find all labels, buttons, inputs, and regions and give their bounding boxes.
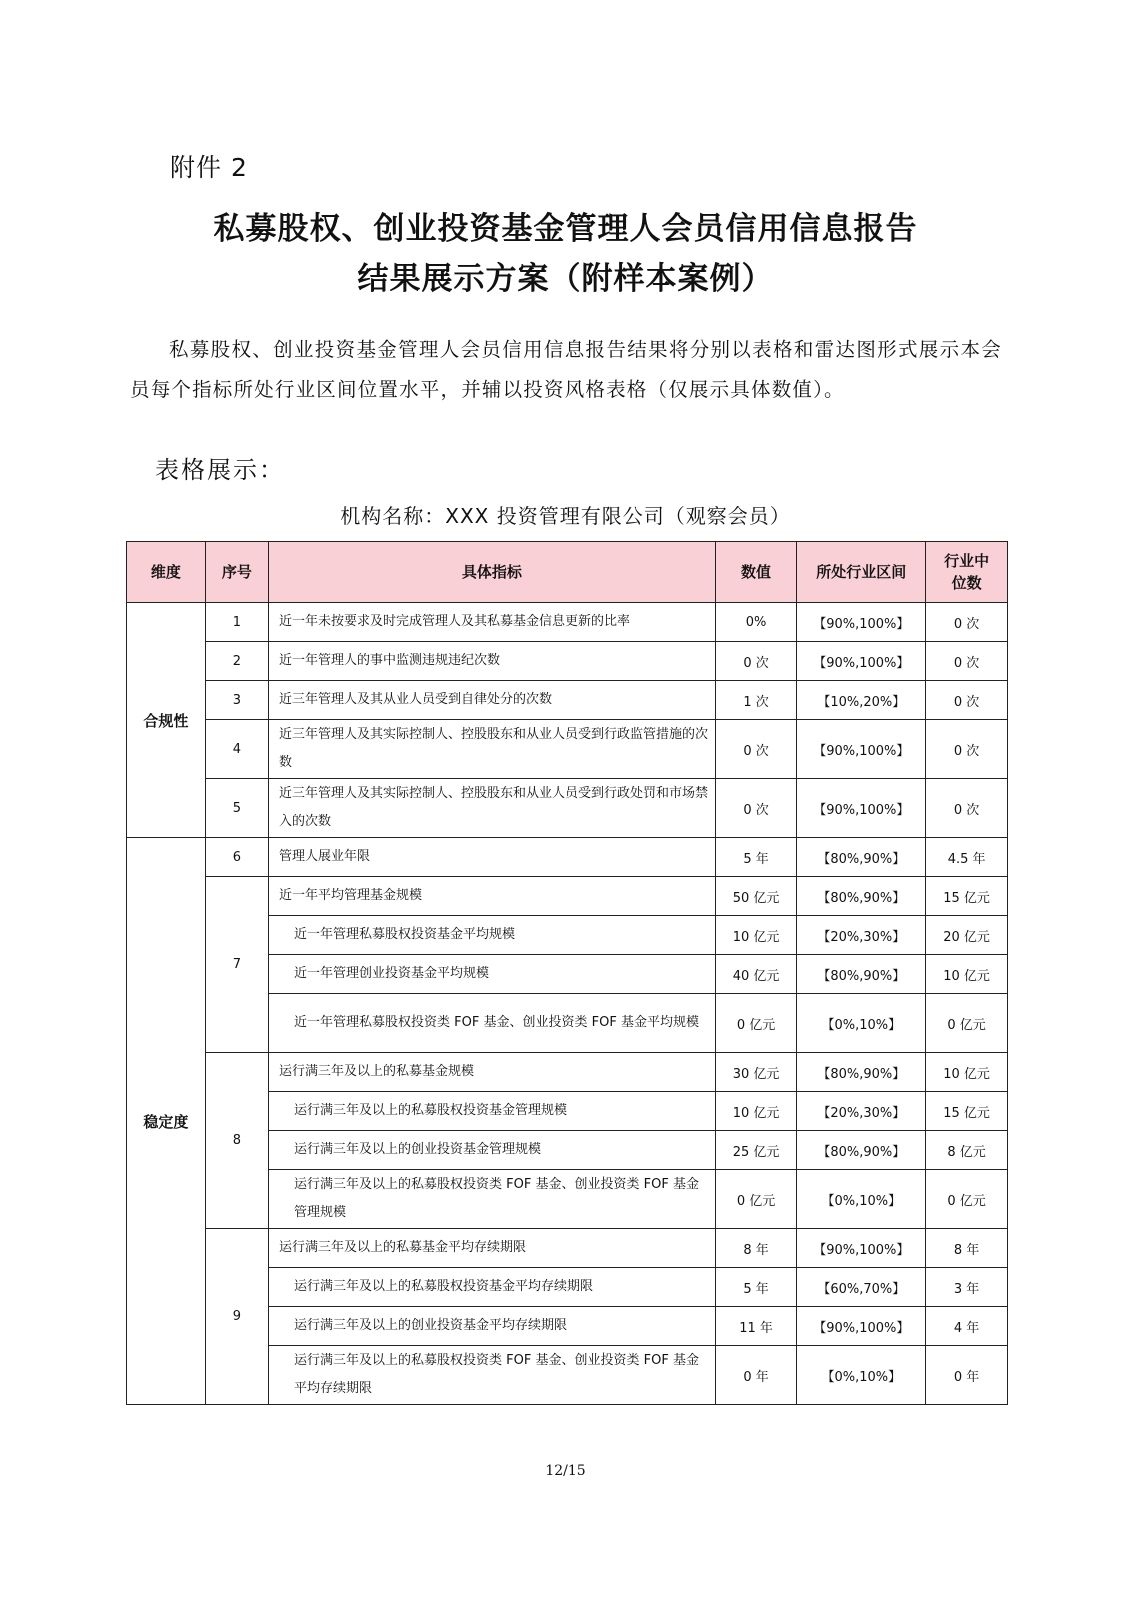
median-cell: 15 亿元 [926,877,1008,916]
annex-label: 附件 2 [170,153,248,182]
value-cell: 0 亿元 [715,994,797,1053]
range-cell: 【90%,100%】 [797,720,926,779]
range-cell: 【10%,20%】 [797,681,926,720]
range-cell: 【80%,90%】 [797,877,926,916]
indicator-cell: 近三年管理人及其实际控制人、控股股东和从业人员受到行政监管措施的次数 [269,720,716,779]
indicator-cell: 近一年管理创业投资基金平均规模 [269,955,716,994]
table-row [127,720,1008,779]
indicator-cell: 运行满三年及以上的创业投资基金平均存续期限 [269,1307,716,1346]
median-cell: 4.5 年 [926,838,1008,877]
table-row [127,877,1008,916]
value-cell: 1 次 [715,681,797,720]
range-cell: 【90%,100%】 [797,779,926,838]
value-cell: 0 年 [715,1346,797,1405]
indicator-cell: 运行满三年及以上的私募基金平均存续期限 [269,1229,716,1268]
table-row [127,603,1008,642]
indicator-cell: 运行满三年及以上的私募股权投资基金管理规模 [269,1092,716,1131]
dimension-stability: 稳定度 [127,838,206,1405]
indicator-cell: 运行满三年及以上的私募股权投资类 FOF 基金、创业投资类 FOF 基金管理规模 [269,1170,716,1229]
seq-cell: 1 [205,603,268,642]
range-cell: 【20%,30%】 [797,1092,926,1131]
indicator-cell: 近一年未按要求及时完成管理人及其私募基金信息更新的比率 [269,603,716,642]
median-cell: 0 亿元 [926,994,1008,1053]
range-cell: 【80%,90%】 [797,838,926,877]
value-cell: 10 亿元 [715,916,797,955]
range-cell: 【90%,100%】 [797,1307,926,1346]
dimension-compliance: 合规性 [127,603,206,838]
seq-cell: 9 [205,1229,268,1405]
median-cell: 8 年 [926,1229,1008,1268]
range-cell: 【60%,70%】 [797,1268,926,1307]
section-title: 表格展示： [155,456,285,484]
value-cell: 11 年 [715,1307,797,1346]
indicator-cell: 近三年管理人及其实际控制人、控股股东和从业人员受到行政处罚和市场禁入的次数 [269,779,716,838]
median-cell: 0 次 [926,720,1008,779]
header-value: 数值 [715,542,797,603]
indicator-cell: 运行满三年及以上的私募基金规模 [269,1053,716,1092]
median-cell: 0 次 [926,681,1008,720]
seq-cell: 5 [205,779,268,838]
table-header-row [127,542,1008,603]
header-dimension: 维度 [127,542,206,603]
table-row [127,1229,1008,1268]
range-cell: 【90%,100%】 [797,603,926,642]
range-cell: 【90%,100%】 [797,642,926,681]
indicator-cell: 运行满三年及以上的私募股权投资类 FOF 基金、创业投资类 FOF 基金平均存续期限 [269,1346,716,1405]
median-cell: 0 次 [926,603,1008,642]
seq-cell: 2 [205,642,268,681]
median-cell: 8 亿元 [926,1131,1008,1170]
page-number: 12/15 [545,1463,586,1479]
intro-paragraph: 私募股权、创业投资基金管理人会员信用信息报告结果将分别以表格和雷达图形式展示本会员每个指标所处行业区间位置水平，并辅以投资风格表格（仅展示具体数值）。 [130,338,1002,401]
indicator-cell: 近一年平均管理基金规模 [269,877,716,916]
range-cell: 【90%,100%】 [797,1229,926,1268]
indicator-cell: 近一年管理私募股权投资类 FOF 基金、创业投资类 FOF 基金平均规模 [269,994,716,1053]
table-row [127,779,1008,838]
median-cell: 0 次 [926,642,1008,681]
median-cell: 20 亿元 [926,916,1008,955]
table-row [127,642,1008,681]
range-cell: 【80%,90%】 [797,1131,926,1170]
organization-name: 机构名称：XXX 投资管理有限公司（观察会员） [340,504,791,528]
header-seq: 序号 [205,542,268,603]
table-row [127,838,1008,877]
seq-cell: 6 [205,838,268,877]
header-range: 所处行业区间 [797,542,926,603]
header-indicator: 具体指标 [269,542,716,603]
value-cell: 0 亿元 [715,1170,797,1229]
seq-cell: 8 [205,1053,268,1229]
indicator-cell: 近一年管理私募股权投资基金平均规模 [269,916,716,955]
document-subtitle: 结果展示方案（附样本案例） [357,261,774,297]
value-cell: 0 次 [715,720,797,779]
median-cell: 15 亿元 [926,1092,1008,1131]
median-cell: 10 亿元 [926,1053,1008,1092]
header-median: 行业中位数 [926,542,1008,603]
median-cell: 0 次 [926,779,1008,838]
indicator-cell: 管理人展业年限 [269,838,716,877]
median-cell: 4 年 [926,1307,1008,1346]
value-cell: 0% [715,603,797,642]
credit-info-table [126,541,1008,1405]
range-cell: 【80%,90%】 [797,955,926,994]
indicator-cell: 近三年管理人及其从业人员受到自律处分的次数 [269,681,716,720]
seq-cell: 3 [205,681,268,720]
range-cell: 【20%,30%】 [797,916,926,955]
seq-cell: 4 [205,720,268,779]
value-cell: 30 亿元 [715,1053,797,1092]
range-cell: 【0%,10%】 [797,1346,926,1405]
median-cell: 10 亿元 [926,955,1008,994]
value-cell: 25 亿元 [715,1131,797,1170]
seq-cell: 7 [205,877,268,1053]
value-cell: 0 次 [715,779,797,838]
median-cell: 0 亿元 [926,1170,1008,1229]
range-cell: 【80%,90%】 [797,1053,926,1092]
value-cell: 40 亿元 [715,955,797,994]
value-cell: 5 年 [715,838,797,877]
table-row [127,681,1008,720]
value-cell: 50 亿元 [715,877,797,916]
indicator-cell: 运行满三年及以上的创业投资基金管理规模 [269,1131,716,1170]
range-cell: 【0%,10%】 [797,1170,926,1229]
median-cell: 3 年 [926,1268,1008,1307]
range-cell: 【0%,10%】 [797,994,926,1053]
document-title: 私募股权、创业投资基金管理人会员信用信息报告 [213,211,918,247]
indicator-cell: 运行满三年及以上的私募股权投资基金平均存续期限 [269,1268,716,1307]
value-cell: 10 亿元 [715,1092,797,1131]
indicator-cell: 近一年管理人的事中监测违规违纪次数 [269,642,716,681]
table-row [127,1053,1008,1092]
value-cell: 0 次 [715,642,797,681]
median-cell: 0 年 [926,1346,1008,1405]
value-cell: 5 年 [715,1268,797,1307]
value-cell: 8 年 [715,1229,797,1268]
